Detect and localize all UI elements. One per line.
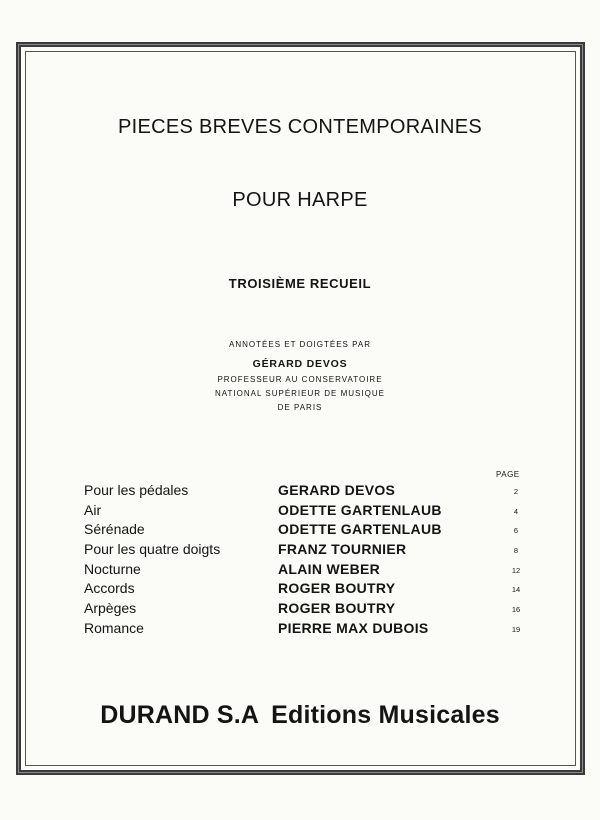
toc-page-header: PAGE [496, 470, 520, 479]
toc-piece-title: Arpèges [84, 600, 137, 617]
toc-piece-title: Air [84, 501, 102, 518]
toc-page-number: 19 [511, 624, 521, 634]
toc-row [0, 620, 600, 640]
toc-page-number: 8 [513, 546, 519, 556]
toc-page-number: 4 [513, 506, 519, 516]
toc-composer: PIERRE MAX DUBOIS [278, 619, 429, 636]
toc-page-number: 12 [511, 565, 521, 575]
toc-piece-title: Sérénade [84, 521, 145, 538]
cover-title: PIECES BREVES CONTEMPORAINES [117, 116, 483, 138]
toc-piece-title: Romance [84, 619, 144, 636]
table-of-contents [0, 482, 600, 640]
toc-page-number: 14 [511, 585, 521, 595]
toc-page-number: 6 [513, 526, 519, 536]
toc-composer: ODETTE GARTENLAUB [278, 521, 442, 538]
toc-page-number: 16 [511, 605, 521, 615]
toc-row [0, 541, 600, 561]
toc-row [0, 561, 600, 581]
toc-row [0, 600, 600, 620]
toc-piece-title: Pour les pédales [84, 482, 189, 498]
toc-composer: FRANZ TOURNIER [278, 541, 407, 558]
publisher-name: DURAND S.A [100, 701, 260, 729]
toc-row [0, 502, 600, 522]
toc-piece-title: Pour les quatre doigts [84, 541, 221, 558]
toc-composer: GERARD DEVOS [278, 482, 396, 498]
publisher-label: Editions Musicales [271, 701, 500, 729]
volume-label: TROISIÈME RECUEIL [228, 276, 372, 291]
editor-role-line-2: NATIONAL SUPÉRIEUR DE MUSIQUE [215, 389, 385, 398]
toc-composer: ODETTE GARTENLAUB [278, 501, 442, 518]
editor-role-line-3: DE PARIS [277, 403, 323, 412]
toc-composer: ALAIN WEBER [278, 560, 381, 577]
publisher-line [0, 701, 600, 730]
toc-row [0, 580, 600, 600]
toc-composer: ROGER BOUTRY [278, 600, 396, 617]
toc-piece-title: Accords [84, 580, 135, 597]
editor-role-line-1: PROFESSEUR AU CONSERVATOIRE [217, 375, 383, 384]
toc-piece-title: Nocturne [84, 560, 141, 577]
toc-composer: ROGER BOUTRY [278, 580, 396, 597]
cover-subtitle: POUR HARPE [232, 189, 368, 211]
toc-row [0, 521, 600, 541]
toc-row [0, 482, 600, 502]
editor-name: GÉRARD DEVOS [252, 358, 348, 370]
annotation-credit: ANNOTÉES ET DOIGTÉES PAR [229, 340, 371, 349]
toc-page-number: 2 [513, 487, 519, 496]
